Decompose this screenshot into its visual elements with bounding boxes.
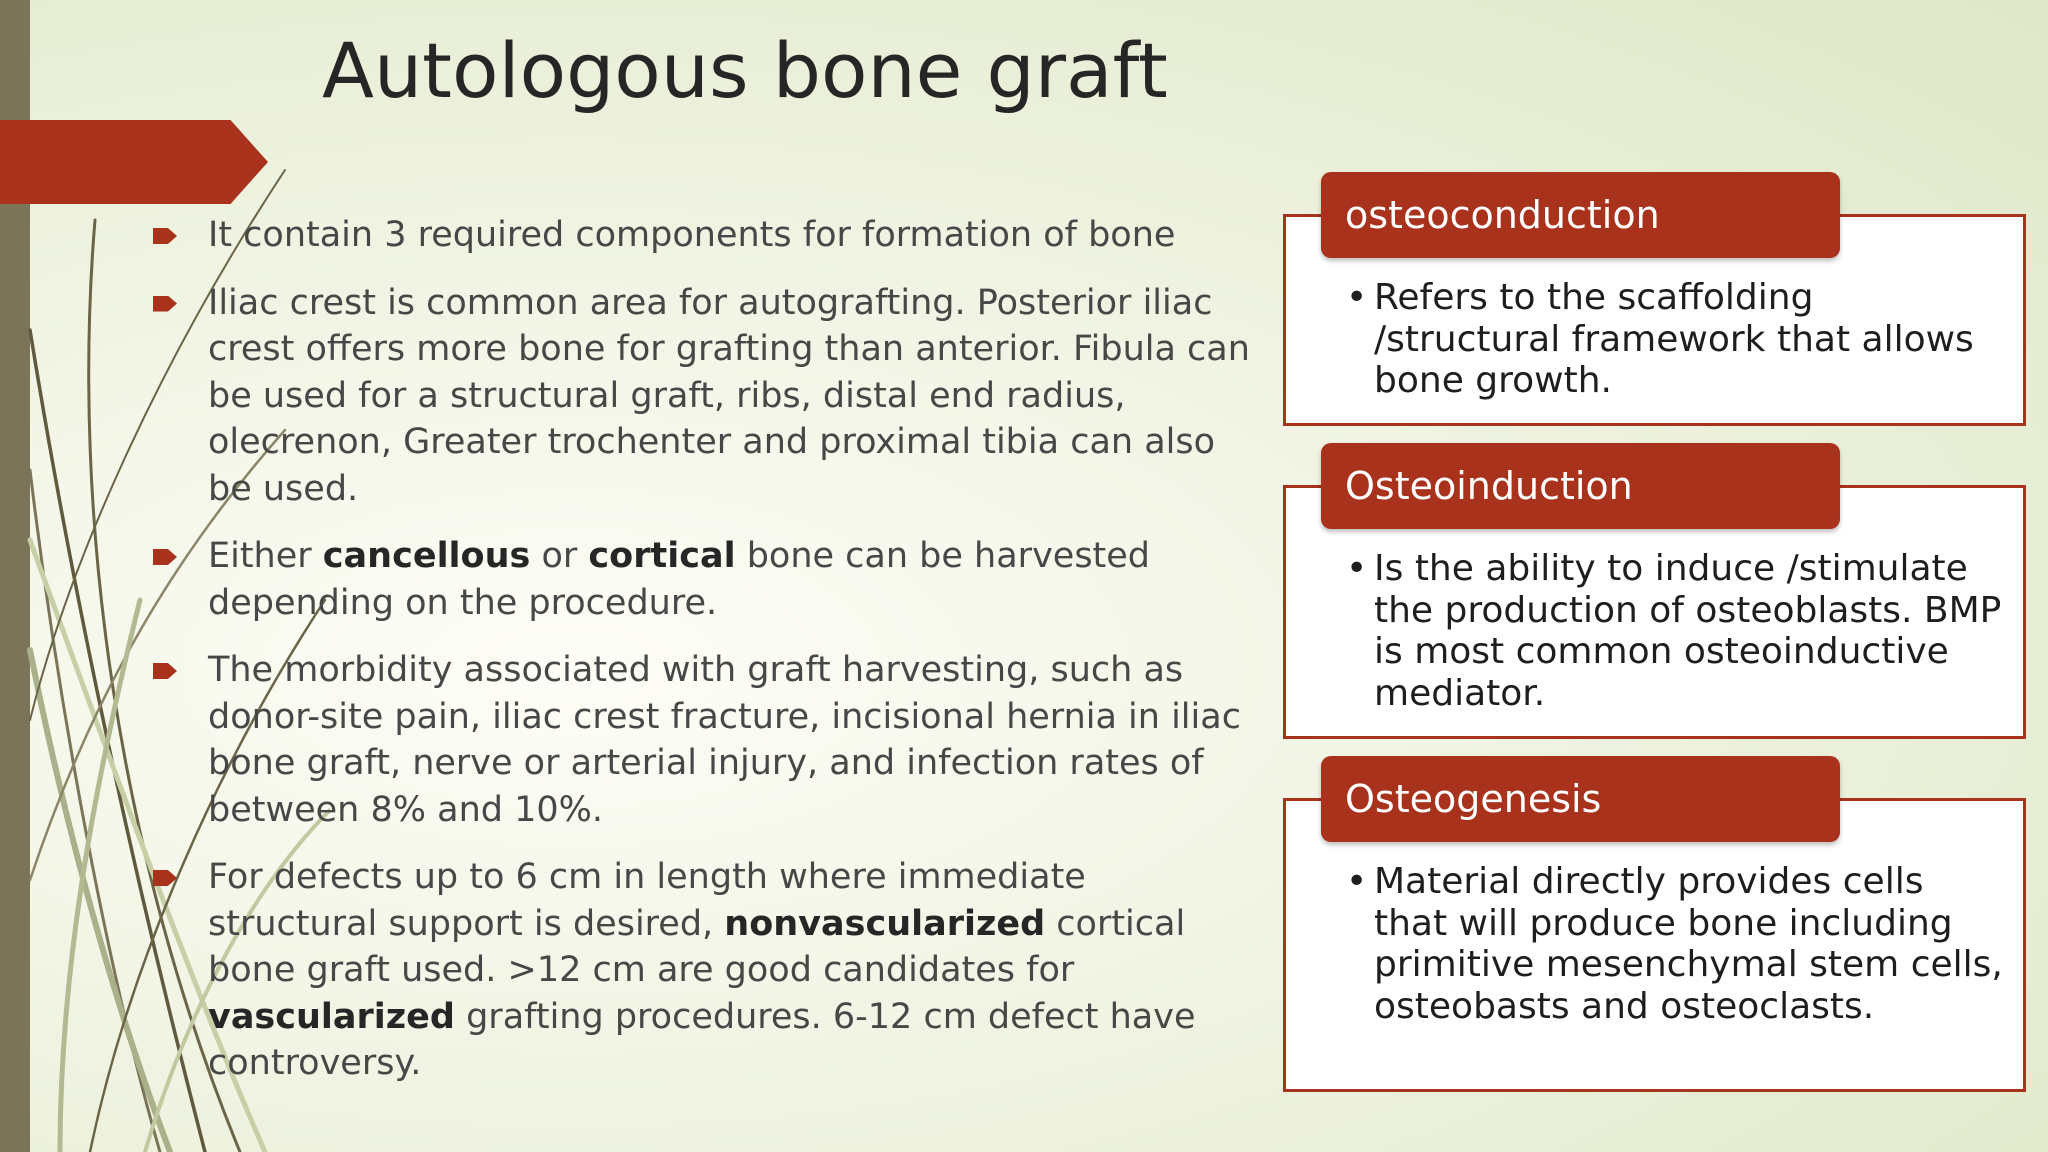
- bold-term: cortical: [588, 536, 736, 576]
- right-arrow-bullet-icon: [153, 549, 177, 565]
- right-arrow-bullet-icon: [153, 870, 177, 886]
- bullet-text: Iliac crest is common area for autografting. Posterior iliac crest offers more bone for grafting than anterior. Fibula can be used for a structural graft, ribs, distal end radius, olecrenon, Greater trochenter and proximal tibia can also be used.: [208, 282, 1250, 509]
- osteoinduction-text: • Is the ability to induce /stimulate the production of osteoblasts. BMP is most common osteoinductive mediator.: [1346, 548, 2003, 714]
- bullet-text: cortical bone graft used. >12 cm are good candidates for: [208, 903, 1186, 990]
- bullet-text: It contain 3 required components for formation of bone: [208, 215, 1176, 255]
- bullet-text: bone can be harvested depending on the procedure.: [208, 536, 1151, 623]
- bold-term: nonvascularized: [724, 903, 1046, 944]
- osteogenesis-text: • Material directly provides cells that will produce bone including primitive mesenchymal stem cells, osteobasts and osteoclasts.: [1346, 861, 2003, 1027]
- bullet-item: [150, 212, 1250, 259]
- bullet-text: For defects up to 6 cm in length where immediate structural support is desired,: [208, 857, 1086, 944]
- bullet-list: [150, 212, 1250, 1087]
- right-arrow-bullet-icon: [153, 296, 177, 312]
- osteoconduction-heading: osteoconduction: [1321, 172, 1840, 258]
- bullet-text: The morbidity associated with graft harvesting, such as donor-site pain, iliac crest fracture, incisional hernia in iliac bone graft, nerve or arterial injury, and infection rates of between 8% and 10%.: [208, 650, 1241, 830]
- slide-title: Autologous bone graft: [322, 26, 1168, 115]
- bold-term: cancellous: [322, 536, 531, 576]
- right-arrow-bullet-icon: [153, 228, 177, 244]
- osteogenesis-box: [1283, 798, 2026, 1092]
- bullet-text: or: [530, 536, 589, 576]
- bold-term: vascularized: [208, 996, 455, 1037]
- osteoinduction-heading: Osteoinduction: [1321, 443, 1840, 529]
- accent-arrow: [0, 120, 268, 204]
- bullet-item: [150, 280, 1250, 513]
- osteogenesis-list: [1346, 861, 2003, 1027]
- osteoconduction-text: • Refers to the scaffolding /structural framework that allows bone growth.: [1346, 277, 2003, 402]
- osteoconduction-list: [1346, 277, 2003, 402]
- osteoinduction-list: [1346, 548, 2003, 714]
- bullet-item: [150, 533, 1250, 626]
- right-arrow-bullet-icon: [153, 663, 177, 679]
- bullet-text: Either: [208, 536, 323, 576]
- bullet-item: [150, 854, 1250, 1087]
- bullet-item: [150, 647, 1250, 833]
- osteogenesis-heading: Osteogenesis: [1321, 756, 1840, 842]
- bullet-text: grafting procedures. 6-12 cm defect have controversy.: [208, 996, 1196, 1083]
